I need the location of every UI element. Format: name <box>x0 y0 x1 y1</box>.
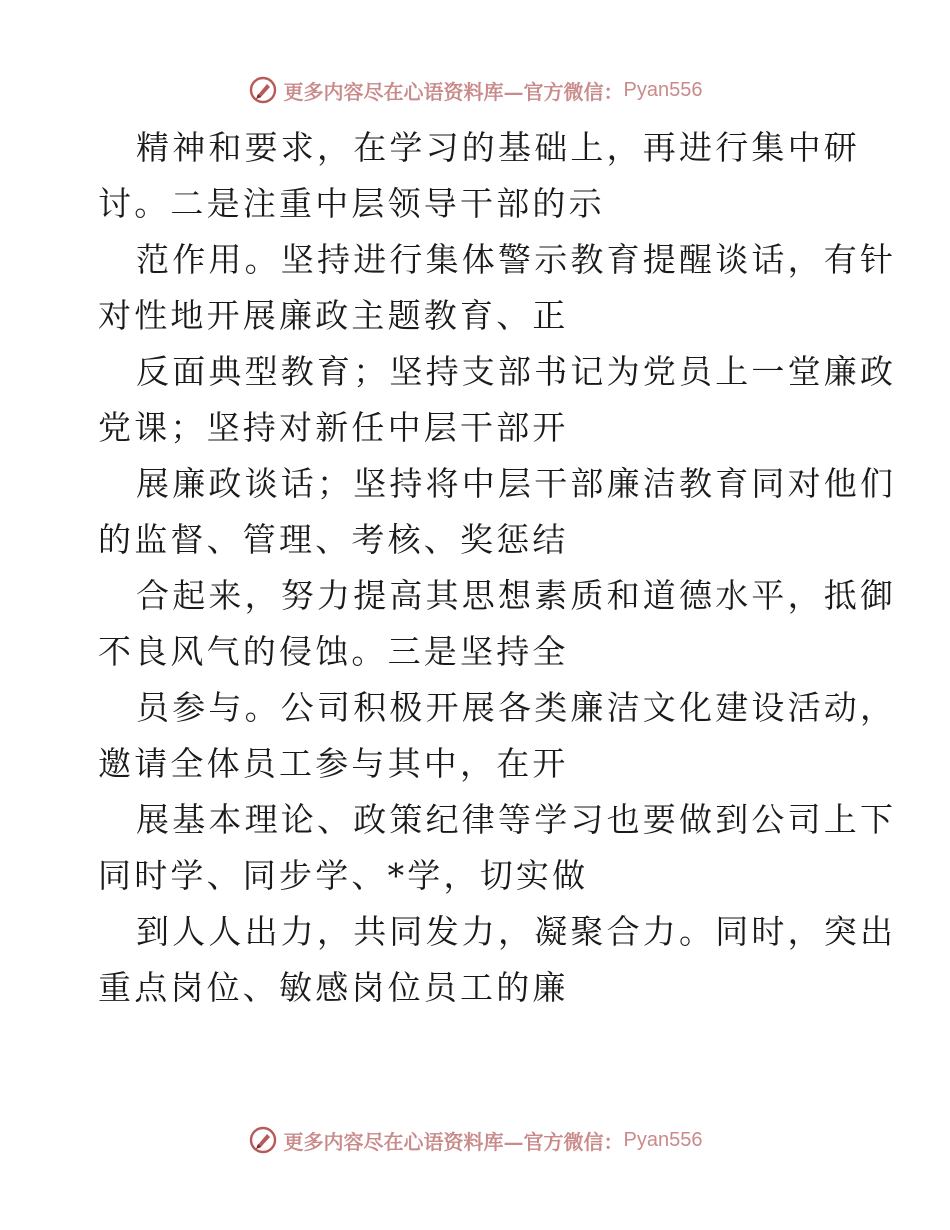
text-line: 不良风气的侵蚀。三是坚持全 <box>98 632 569 671</box>
text-line: 对性地开展廉政主题教育、正 <box>98 296 569 335</box>
text-line: 讨。二是注重中层领导干部的示 <box>98 184 605 223</box>
text-line: 员参与。公司积极开展各类廉洁文化建设活动， <box>136 688 897 727</box>
text-line: 展廉政谈话；坚持将中层干部廉洁教育同对他们 <box>136 464 897 503</box>
text-line: 的监督、管理、考核、奖惩结 <box>98 520 569 559</box>
text-line: 重点岗位、敏感岗位员工的廉 <box>98 968 569 1007</box>
text-line: 到人人出力，共同发力，凝聚合力。同时，突出 <box>136 912 897 951</box>
text-line: 同时学、同步学、*学，切实做 <box>98 856 589 895</box>
text-line: 反面典型教育；坚持支部书记为党员上一堂廉政 <box>136 352 897 391</box>
text-line: 范作用。坚持进行集体警示教育提醒谈话，有针 <box>136 240 897 279</box>
watermark-handle: Pyan556 <box>623 1128 703 1151</box>
text-line: 合起来，努力提高其思想素质和道德水平，抵御 <box>136 576 897 615</box>
header-watermark <box>0 70 950 110</box>
text-line: 展基本理论、政策纪律等学习也要做到公司上下 <box>136 800 897 839</box>
text-line: 精神和要求，在学习的基础上，再进行集中研 <box>136 128 860 167</box>
text-line: 邀请全体员工参与其中，在开 <box>98 744 569 783</box>
watermark-handle: Pyan556 <box>623 78 703 101</box>
watermark-text: 更多内容尽在心语资料库—官方微信： <box>283 79 624 104</box>
watermark-text: 更多内容尽在心语资料库—官方微信： <box>283 1129 624 1154</box>
pen-nib-logo-icon <box>248 1125 278 1155</box>
document-body <box>98 120 897 1016</box>
text-line: 党课；坚持对新任中层干部开 <box>98 408 569 447</box>
pen-nib-logo-icon <box>248 75 278 105</box>
footer-watermark <box>0 1120 950 1160</box>
